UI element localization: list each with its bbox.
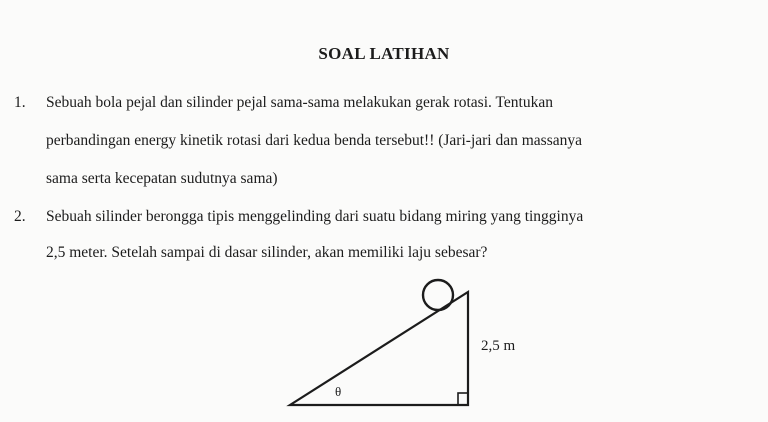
question-text-line: sama serta kecepatan sudutnya sama) (46, 170, 278, 187)
question-text-line: 2,5 meter. Setelah sampai di dasar silinder, akan memiliki laju sebesar? (46, 244, 488, 261)
question-number: 1. (14, 94, 26, 111)
question-text-line: perbandingan energy kinetik rotasi dari kedua benda tersebut!! (Jari-jari dan massanya (46, 132, 582, 149)
incline-diagram (280, 272, 540, 417)
right-angle-marker (458, 393, 468, 405)
page-title: SOAL LATIHAN (318, 44, 450, 63)
angle-label: θ (335, 384, 342, 399)
question-number: 2. (14, 208, 26, 225)
height-label: 2,5 m (481, 338, 516, 354)
question-text-line: Sebuah bola pejal dan silinder pejal sama-sama melakukan gerak rotasi. Tentukan (46, 94, 553, 111)
question-text-line: Sebuah silinder berongga tipis menggelinding dari suatu bidang miring yang tingginya (46, 208, 584, 225)
cylinder-circle (423, 280, 453, 310)
